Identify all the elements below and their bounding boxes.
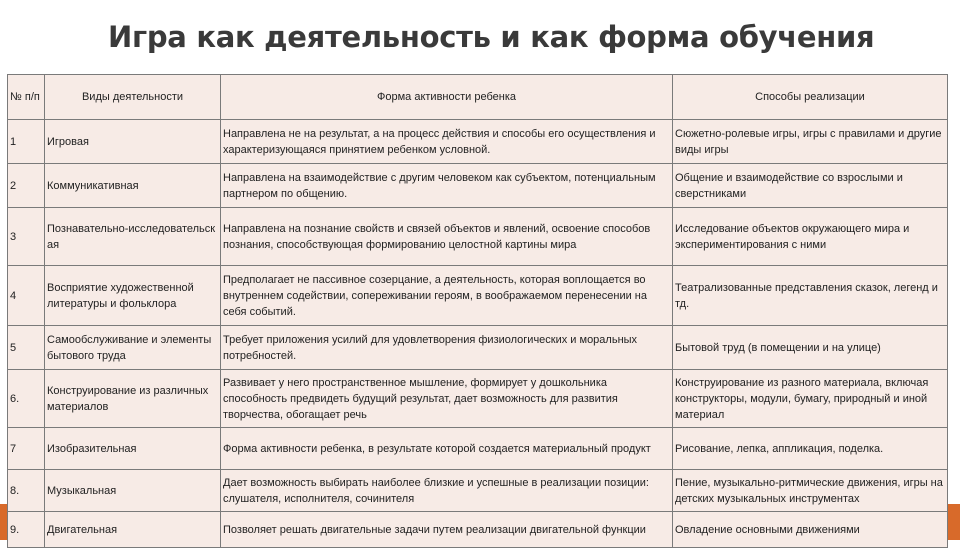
row-activity-type: Игровая [45, 120, 221, 164]
row-implementation: Театрализованные представления сказок, легенд и тд. [673, 266, 948, 326]
header-implementation: Способы реализации [673, 75, 948, 120]
row-activity-form: Предполагает не пассивное созерцание, а деятельность, которая воплощается во внутреннем содействии, сопереживании героям, в воображаемом перенесении на себя событий. [221, 266, 673, 326]
row-activity-form: Форма активности ребенка, в результате которой создается материальный продукт [221, 428, 673, 470]
row-implementation: Сюжетно-ролевые игры, игры с правилами и другие виды игры [673, 120, 948, 164]
row-activity-type: Конструирование из различных материалов [45, 370, 221, 428]
row-activity-form: Развивает у него пространственное мышление, формирует у дошкольника способность предвидеть будущий результат, дает возможность для развития творчества, обогащает речь [221, 370, 673, 428]
row-number: 9. [8, 512, 45, 548]
row-activity-form: Позволяет решать двигательные задачи путем реализации двигательной функции [221, 512, 673, 548]
row-number: 1 [8, 120, 45, 164]
table-row [8, 208, 948, 266]
row-activity-form: Направлена на познание свойств и связей объектов и явлений, освоение способов познания, способствующая формированию целостной картины мира [221, 208, 673, 266]
row-activity-form: Требует приложения усилий для удовлетворения физиологических и моральных потребностей. [221, 326, 673, 370]
table-row [8, 266, 948, 326]
row-number: 5 [8, 326, 45, 370]
header-activity-form: Форма активности ребенка [221, 75, 673, 120]
row-implementation: Исследование объектов окружающего мира и экспериментирования с ними [673, 208, 948, 266]
row-implementation: Овладение основными движениями [673, 512, 948, 548]
row-activity-form: Направлена на взаимодействие с другим человеком как субъектом, потенциальным партнером по общению. [221, 164, 673, 208]
row-number: 6. [8, 370, 45, 428]
row-activity-type: Восприятие художественной литературы и фольклора [45, 266, 221, 326]
row-activity-form: Дает возможность выбирать наиболее близкие и успешные в реализации позиции: слушателя, исполнителя, сочинителя [221, 470, 673, 512]
table-header-row [8, 75, 948, 120]
row-activity-type: Изобразительная [45, 428, 221, 470]
row-activity-type: Познавательно-исследовательская [45, 208, 221, 266]
table-row [8, 512, 948, 548]
row-implementation: Общение и взаимодействие со взрослыми и сверстниками [673, 164, 948, 208]
row-activity-type: Двигательная [45, 512, 221, 548]
table-row [8, 120, 948, 164]
row-implementation: Бытовой труд (в помещении и на улице) [673, 326, 948, 370]
header-activity-type: Виды деятельности [45, 75, 221, 120]
activities-table [7, 74, 948, 548]
row-number: 8. [8, 470, 45, 512]
table-row [8, 470, 948, 512]
row-number: 3 [8, 208, 45, 266]
row-activity-form: Направлена не на результат, а на процесс действия и способы его осуществления и характеризующаяся принятием ребенком условной. [221, 120, 673, 164]
row-implementation: Конструирование из разного материала, включая конструкторы, модули, бумагу, природный и иной материал [673, 370, 948, 428]
slide-title: Игра как деятельность и как форма обучения [108, 20, 875, 54]
row-activity-type: Коммуникативная [45, 164, 221, 208]
row-implementation: Рисование, лепка, аппликация, поделка. [673, 428, 948, 470]
row-implementation: Пение, музыкально-ритмические движения, игры на детских музыкальных инструментах [673, 470, 948, 512]
row-number: 4 [8, 266, 45, 326]
table-row [8, 370, 948, 428]
header-number: № п/п [8, 75, 45, 120]
row-activity-type: Музыкальная [45, 470, 221, 512]
table-row [8, 428, 948, 470]
table-row [8, 326, 948, 370]
row-number: 2 [8, 164, 45, 208]
row-number: 7 [8, 428, 45, 470]
row-activity-type: Самообслуживание и элементы бытового труда [45, 326, 221, 370]
table-row [8, 164, 948, 208]
